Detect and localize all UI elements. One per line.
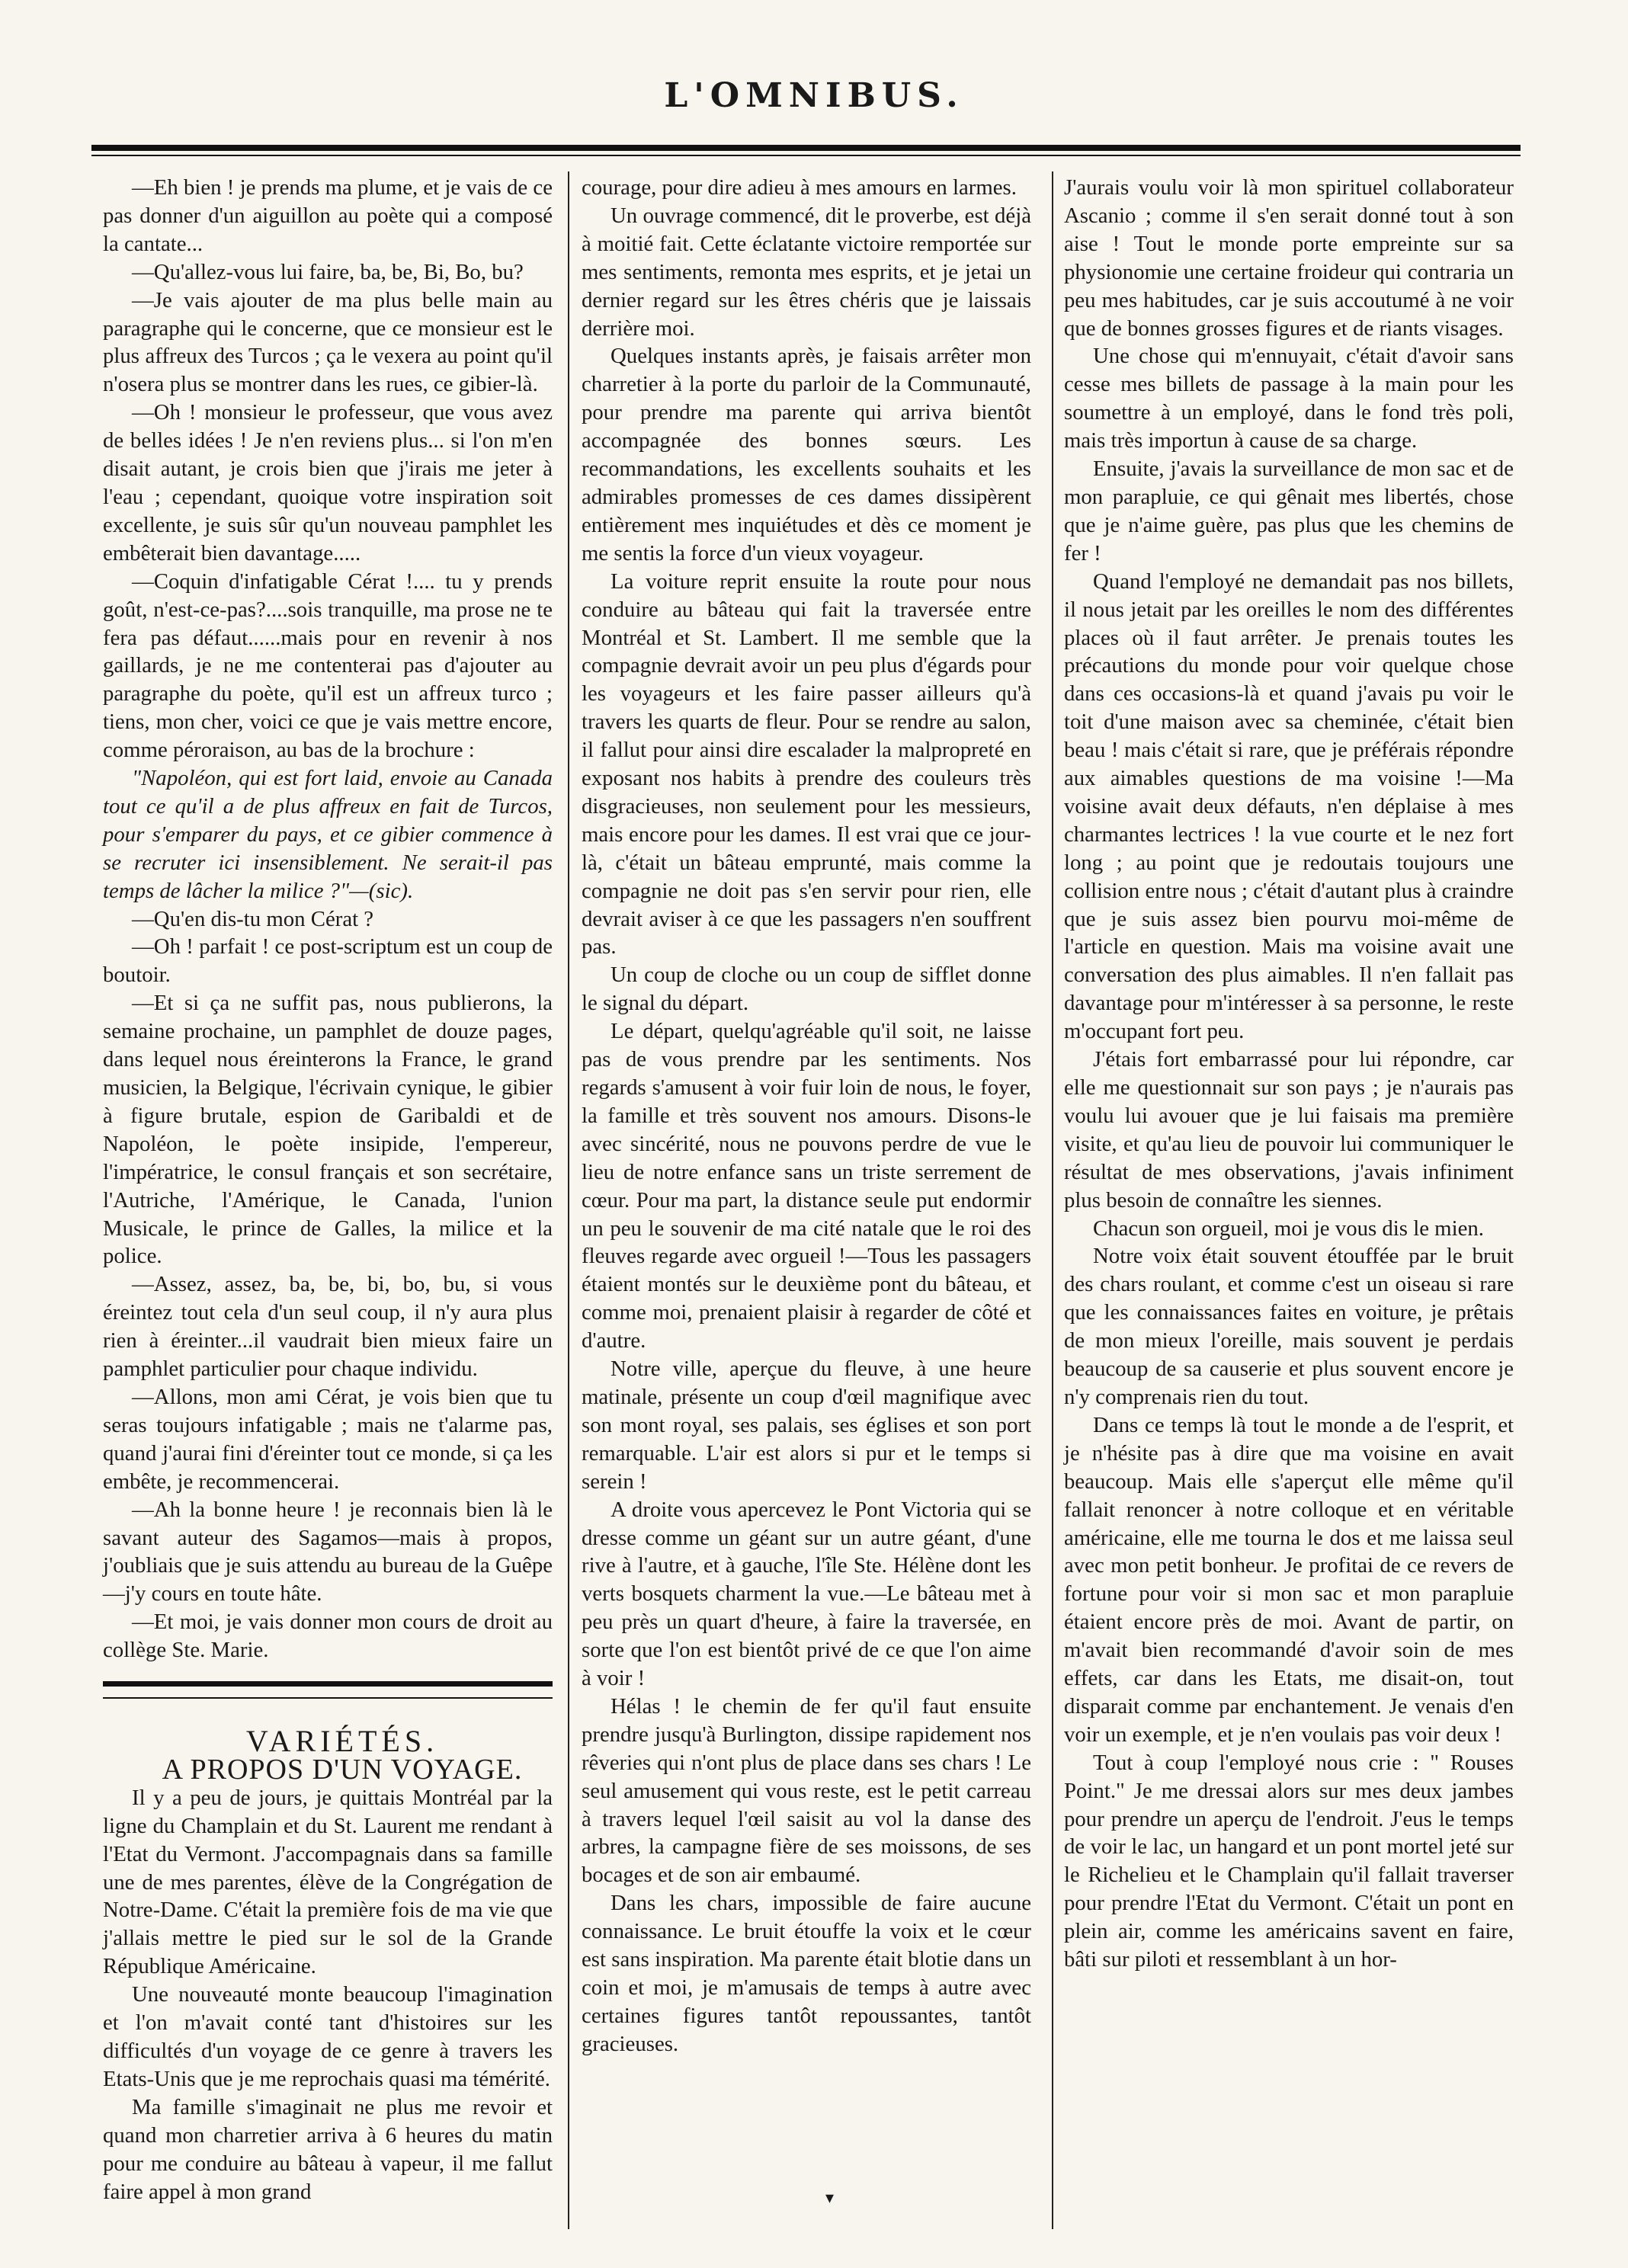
column-divider-2: [1052, 171, 1053, 2229]
article-paragraph: Notre ville, aperçue du fleuve, à une heure matinale, présente un coup d'œil magnifique avec son mont royal, ses palais, ses églises et son port remarquable. L'air est alors si pur et le temps si serein !: [582, 1357, 1031, 1494]
column-middle: [582, 174, 1031, 2058]
section-separator-rule: [103, 1681, 553, 1699]
article-paragraph: Quelques instants après, je faisais arrêter mon charretier à la porte du parloir de la Communauté, pour prendre ma parente qui arriva bientôt accompagnée des bonnes sœurs. Les recommandations, les excellents souhaits et les admirables promesses de ces dames dissipèrent entièrement mes inquiétudes et dès ce moment je me sentis la force d'un vieux voyageur.: [582, 344, 1031, 565]
article-paragraph: Notre voix était souvent étouffée par le bruit des chars roulant, et comme c'est un oiseau si rare que les connaissances faites en voiture, je prêtais de mon mieux l'oreille, mais souvent je perdais beaucoup de sa causerie et plus souvent encore je n'y comprenais rien du tout.: [1064, 1244, 1514, 1409]
dialogue-paragraph: —Et moi, je vais donner mon cours de droit au collège Ste. Marie.: [103, 1610, 553, 1663]
dialogue-paragraph: —Ah la bonne heure ! je reconnais bien là le savant auteur des Sagamos—mais à propos, j'oubliais que je suis attendu au bureau de la Guêpe—j'y cours en toute hâte.: [103, 1497, 553, 1606]
dialogue-paragraph: —Allons, mon ami Cérat, je vois bien que tu seras toujours infatigable ; mais ne t'alarme pas, quand j'aurai fini d'éreinter tout ce monde, si ça les embête, je recommencerai.: [103, 1384, 553, 1494]
article-title: A PROPOS D'UN VOYAGE.: [162, 1753, 523, 1786]
dialogue-paragraph: —Oh ! monsieur le professeur, que vous avez de belles idées ! Je n'en reviens plus... si l'on m'en disait autant, je crois bien que j'irais me jeter à l'eau ; cependant, quoique votre inspiration soit excellente, je suis sûr qu'un nouveau pamphlet les embêterait bien davantage.....: [103, 400, 553, 565]
column-right: [1064, 174, 1514, 1974]
dialogue-paragraph: —Qu'allez-vous lui faire, ba, be, Bi, Bo, bu?: [132, 259, 524, 284]
article-paragraph: Le départ, quelqu'agréable qu'il soit, ne laisse pas de vous prendre par les sentiments. Nos regards s'amusent à voir fuir loin de nous, le foyer, la famille et très souvent nos amours. Disons-le avec sincérité, nous ne pouvons perdre de vue le lieu de notre enfance sans un triste serrement de cœur. Pour ma part, la distance seule put endormir un peu le souvenir de ma cité natale que le roi des fleuves regarde avec orgueil !—Tous les passagers étaient montés sur le deuxième pont du bâteau, et comme moi, prenaient plaisir à regarder de côté et d'autre.: [582, 1019, 1031, 1353]
article-paragraph: Dans les chars, impossible de faire aucune connaissance. Le bruit étouffe la voix et le cœur est sans inspiration. Ma parente était blotie dans un coin et moi, je m'amusais de temps à autre avec certaines figures tantôt repoussantes, tantôt gracieuses.: [582, 1891, 1031, 2056]
article-paragraph: Quand l'employé ne demandait pas nos billets, il nous jetait par les oreilles le nom des différentes places où il faut arrêter. Je prenais toutes les précautions du monde pour voir quelque chose dans ces occasions-là et quand j'avais pu voir le toit d'une maison avec sa cheminée, c'était bien beau ! mais c'était si rare, que je préférais répondre aux aimables questions de ma voisine !—Ma voisine avait deux défauts, n'en déplaise à mes charmantes lectrices ! la vue courte et le nez fort long ; au point que je redoutais toujours une collision entre nous ; c'était d'autant plus à craindre que je suis assez bien pourvu moi-même de l'article en question. Mais ma voisine avait une conversation des plus aimables. Il n'en fallait pas davantage pour m'intéresser à sa personne, le reste m'occupant fort peu.: [1064, 569, 1514, 1044]
article-paragraph: Une nouveauté monte beaucoup l'imagination et l'on m'avait conté tant d'histoires sur les difficultés d'un voyage de ce genre à travers les Etats-Unis que je me reprochais quasi ma témérité.: [103, 1982, 553, 2091]
article-paragraph: J'aurais voulu voir là mon spirituel collaborateur Ascanio ; comme il s'en serait donné tout à son aise ! Tout le monde porte empreinte sur sa physionomie une certaine froideur qui contraria un peu mes habitudes, car je suis accoutumé à ne voir que de bonnes grosses figures et de riants visages.: [1064, 175, 1514, 341]
article-paragraph: A droite vous apercevez le Pont Victoria qui se dresse comme un géant sur un autre géant, d'une rive à l'autre, et à gauche, l'île Ste. Hélène dont les verts bosquets charment la vue.—Le bâteau met à peu près un quart d'heure, à faire la traversée, en sorte que l'on est bientôt privé de ce que l'on aime à voir !: [582, 1497, 1031, 1691]
article-paragraph: Chacun son orgueil, moi je vous dis le mien.: [1093, 1216, 1484, 1241]
article-paragraph: Ma famille s'imaginait ne plus me revoir et quand mon charretier arriva à 6 heures du matin pour me conduire au bâteau à vapeur, il me fallut faire appel à mon grand: [103, 2094, 553, 2204]
article-paragraph: Tout à coup l'employé nous crie : " Rouses Point." Je me dressai alors sur mes deux jambes pour prendre un aperçu de l'endroit. J'eus le temps de voir le lac, un hangard et un pont mortel jeté sur le Richelieu et le Champlain qu'il fallait traverser pour prendre l'Etat du Vermont. C'était un pont en plein air, comme les américains savent en faire, bâti sur piloti et ressemblant à un hor-: [1064, 1750, 1514, 1972]
masthead-title: L'OMNIBUS.: [664, 76, 964, 115]
dialogue-paragraph: —Et si ça ne suffit pas, nous publierons, la semaine prochaine, un pamphlet de douze pages, dans lequel nous éreinterons la France, le grand musicien, la Belgique, l'écrivain cynique, le gibier à figure brutale, espion de Garibaldi et de Napoléon, le poète insipide, l'empereur, l'impératrice, le consul français et son secrétaire, l'Autriche, l'Amérique, le Canada, l'union Musicale, le prince de Galles, la milice et la police.: [103, 991, 553, 1269]
article-paragraph: Un ouvrage commencé, dit le proverbe, est déjà à moitié fait. Cette éclatante victoire remportée sur mes sentiments, remonta mes esprits, et je jetai un dernier regard sur les êtres chéris que je laissais derrière moi.: [582, 203, 1031, 341]
section-title: VARIÉTÉS.: [245, 1724, 439, 1759]
dialogue-paragraph: —Assez, assez, ba, be, bi, bo, bu, si vous éreintez tout cela d'un seul coup, il n'y aura plus rien à éreinter...il vaudrait bien mieux faire un pamphlet particulier pour chaque individu.: [103, 1272, 553, 1382]
dialogue-paragraph: —Eh bien ! je prends ma plume, et je vais de ce pas donner d'un aiguillon au poète qui a composé la cantate...: [103, 175, 553, 256]
print-mark-icon: ▾: [825, 2189, 835, 2208]
article-paragraph: Une chose qui m'ennuyait, c'était d'avoir sans cesse mes billets de passage à la main pour les soumettre à un employé, dans le fond très poli, mais très importun à cause de sa charge.: [1064, 344, 1514, 453]
column-left: [103, 174, 553, 2206]
article-paragraph: La voiture reprit ensuite la route pour nous conduire au bâteau qui fait la traversée entre Montréal et St. Lambert. Il me semble que la compagnie devrait avoir un peu plus d'égards pour les voyageurs et les faire passer ailleurs qu'à travers les quarts de fleur. Pour se rendre au salon, il fallut pour ainsi dire escalader la malpropreté en exposant nos habits à prendre des couleurs très disgracieuses, non seulement pour les messieurs, mais encore pour les dames. Il est vrai que ce jour-là, c'était un bâteau emprunté, mais comme la compagnie ne doit pas s'en servir pour rien, elle devrait aviser à ce que les passagers n'en souffrent pas.: [582, 569, 1031, 959]
header-rule-thin: [91, 155, 1521, 156]
article-paragraph: J'étais fort embarrassé pour lui répondre, car elle me questionnait sur son pays ; je n'aurais pas voulu lui avouer que je lui faisais ma première visite, et qu'au lieu de pouvoir lui communiquer le résultat de mes observations, j'avais infiniment plus besoin de connaître les siennes.: [1064, 1047, 1514, 1212]
article-paragraph: Il y a peu de jours, je quittais Montréal par la ligne du Champlain et du St. Laurent me rendant à l'Etat du Vermont. J'accompagnais dans sa famille une de mes parentes, élève de la Congrégation de Notre-Dame. C'était la première fois de ma vie que j'allais mettre le pied sur le sol de la Grande République Américaine.: [103, 1785, 553, 1979]
article-paragraph: courage, pour dire adieu à mes amours en larmes.: [582, 175, 1017, 200]
dialogue-paragraph: —Coquin d'infatigable Cérat !.... tu y prends goût, n'est-ce-pas?....sois tranquille, ma prose ne te fera pas défaut......mais pour en revenir à nos gaillards, je ne me contenterai pas d'ajouter au paragraphe du poète, qu'il est un affreux turco ; tiens, mon cher, voici ce que je vais mettre encore, comme péroraison, au bas de la brochure :: [103, 569, 553, 763]
dialogue-paragraph: —Oh ! parfait ! ce post-scriptum est un coup de boutoir.: [103, 934, 553, 988]
article-paragraph: Ensuite, j'avais la surveillance de mon sac et de mon parapluie, ce qui gênait mes libertés, chose que je n'aime guère, pas plus que les chemins de fer !: [1064, 456, 1514, 565]
article-paragraph: Dans ce temps là tout le monde a de l'esprit, et je n'hésite pas à dire que ma voisine en avait beaucoup. Mais elle s'aperçut elle même qu'il fallait renoncer à notre colloque et en véritable américaine, elle me tourna le dos et me laissa seul avec mon petit bonheur. Je profitai de ce revers de fortune pour voir si mon sac et mon parapluie étaient encore près de moi. Avant de partir, on m'avait bien recommandé d'avoir soin de mes effets, car dans les Etats, me disait-on, tout disparait comme par enchantement. Je venais d'en voir un exemple, et je n'en voulais pas voir deux !: [1064, 1412, 1514, 1747]
header-rule-thick: [91, 145, 1521, 151]
article-paragraph: Hélas ! le chemin de fer qu'il faut ensuite prendre jusqu'à Burlington, dissipe rapidement nos rêveries qui n'ont plus de place dans ses chars ! Le seul amusement qui vous reste, est le petit carreau à travers lequel l'œil saisit au vol la danse des arbres, la campagne fière de ses moissons, de ses bocages et de son air embaumé.: [582, 1693, 1031, 1888]
dialogue-paragraph: —Qu'en dis-tu mon Cérat ?: [132, 906, 374, 931]
quotation-paragraph: "Napoléon, qui est fort laid, envoie au Canada tout ce qu'il a de plus affreux en fait de Turcos, pour s'emparer du pays, et ce gibier commence à se recruter ici insensiblement. Ne serait-il pas temps de lâcher la milice ?"—(sic).: [103, 766, 553, 903]
column-divider-1: [568, 171, 569, 2229]
dialogue-paragraph: —Je vais ajouter de ma plus belle main au paragraphe qui le concerne, que ce monsieur est le plus affreux des Turcos ; ça le vexera au point qu'il n'osera plus se montrer dans les rues, ce gibier-là.: [103, 287, 553, 397]
article-paragraph: Un coup de cloche ou un coup de sifflet donne le signal du départ.: [582, 963, 1031, 1016]
